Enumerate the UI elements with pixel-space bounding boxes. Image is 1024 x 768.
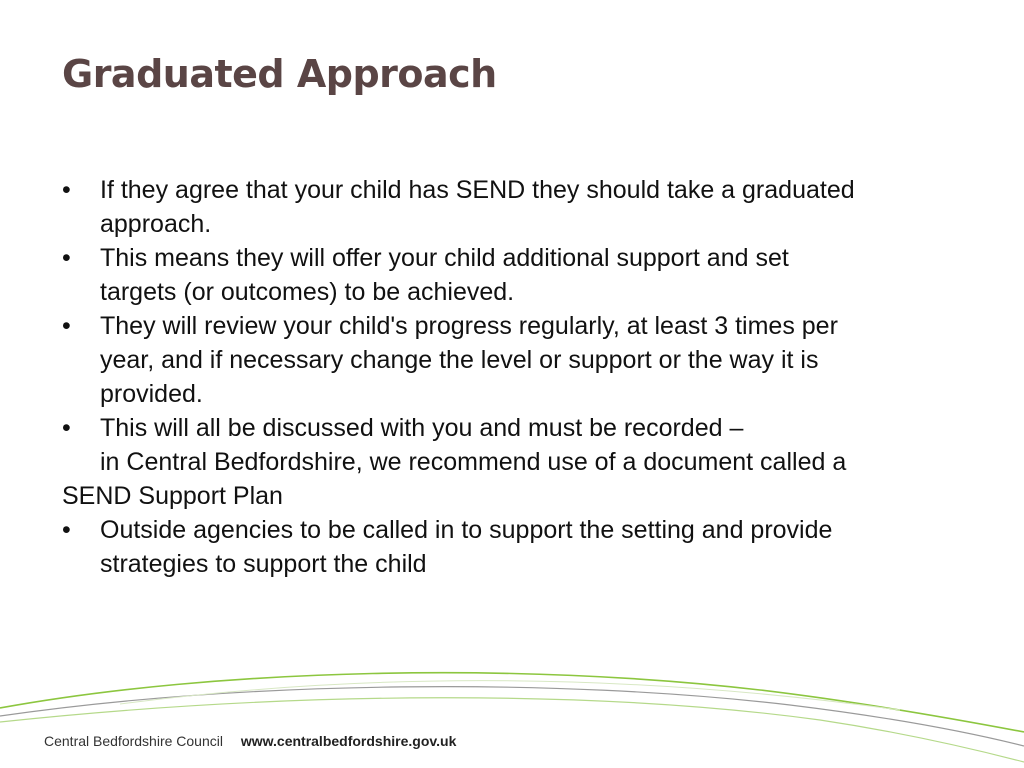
bullet-item-4: [62, 411, 982, 479]
swoosh-light-line: [120, 681, 900, 710]
bullet-symbol: •: [62, 516, 71, 544]
bullet-item-1: [62, 173, 982, 241]
footer: [44, 733, 456, 749]
bullet-symbol: •: [62, 414, 71, 442]
bullet-line: Outside agencies to be called in to support the setting and provide: [100, 516, 833, 544]
footer-organisation: Central Bedfordshire Council: [44, 733, 223, 749]
bullet-line: If they agree that your child has SEND they should take a graduated: [100, 176, 855, 204]
bullet-line: provided.: [100, 380, 203, 408]
bullet-line: targets (or outcomes) to be achieved.: [100, 278, 515, 306]
swoosh-green-line: [0, 673, 1024, 732]
bullet-symbol: •: [62, 244, 71, 272]
swoosh-green-line-lower: [0, 698, 1024, 762]
bullet-line: This means they will offer your child additional support and set: [100, 244, 789, 272]
bullet-symbol: •: [62, 312, 71, 340]
bullet-line: in Central Bedfordshire, we recommend use of a document called a: [100, 448, 847, 476]
bullet-line: This will all be discussed with you and must be recorded –: [100, 414, 744, 442]
bullet-line: approach.: [100, 210, 212, 238]
bullet-line: year, and if necessary change the level or support or the way it is: [100, 346, 819, 374]
bullet-item-3: [62, 309, 982, 411]
footer-swoosh-decoration: [0, 660, 1024, 768]
bullet-line: strategies to support the child: [100, 550, 427, 578]
bullet-line: They will review your child's progress regularly, at least 3 times per: [100, 312, 838, 340]
bullet-item-5: [62, 513, 982, 581]
bullet-item-2: [62, 241, 982, 309]
slide-title: Graduated Approach: [62, 52, 497, 96]
bullet-overflow-line: SEND Support Plan: [62, 482, 283, 510]
bullet-symbol: •: [62, 176, 71, 204]
footer-url[interactable]: www.centralbedfordshire.gov.uk: [240, 733, 457, 749]
bullet-list: [62, 173, 982, 581]
